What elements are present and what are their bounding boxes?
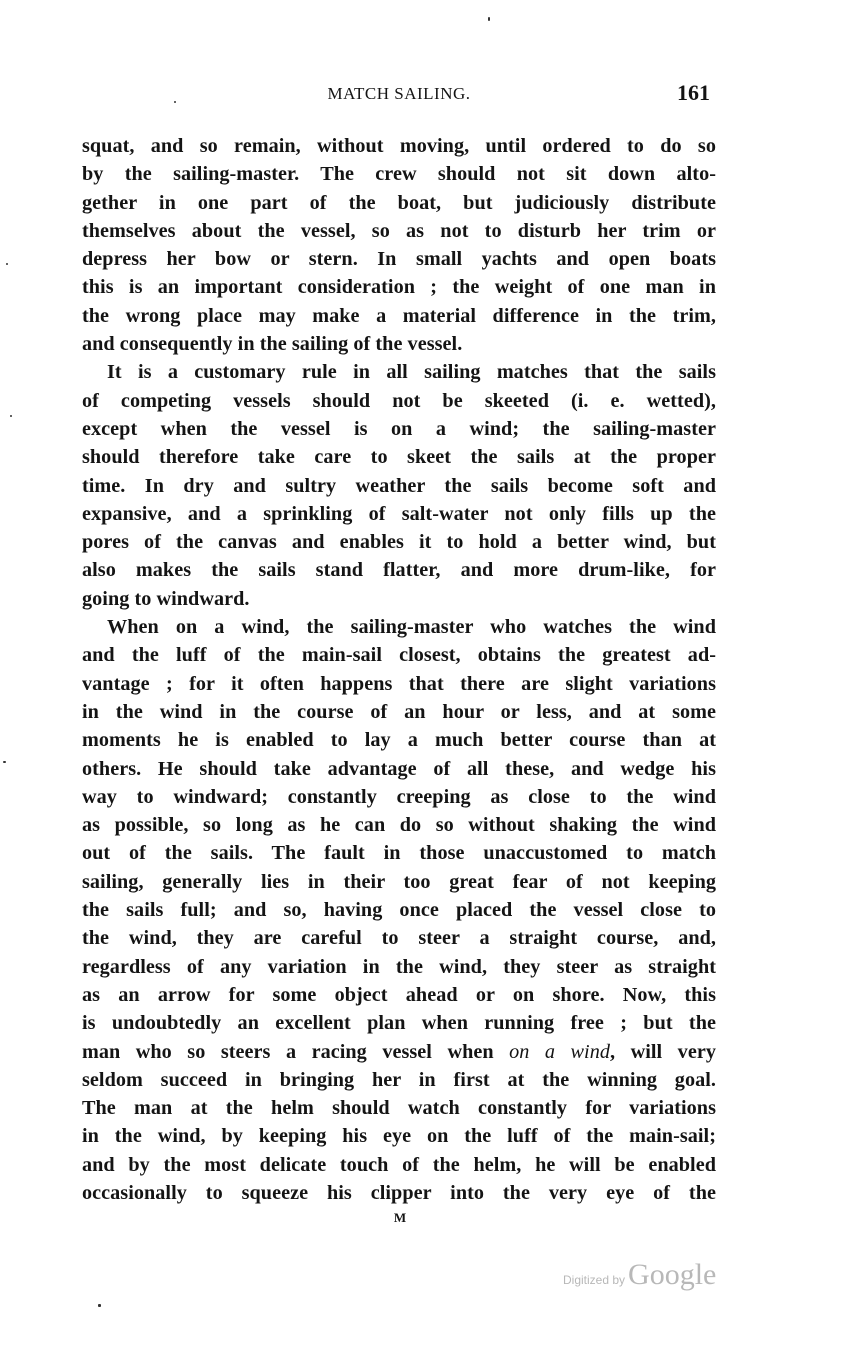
scan-speck	[174, 101, 176, 103]
text-line: the sails full; and so, having once placed the vessel close to	[82, 899, 716, 922]
page-number: 161	[677, 80, 710, 105]
text-line: except when the vessel is on a wind; the sailing-master	[82, 417, 716, 440]
text-line: and by the most delicate touch of the helm, he will be enabled	[82, 1153, 716, 1176]
body-text	[82, 132, 716, 1207]
text-line: this is an important consideration ; the weight of one man in	[82, 276, 716, 299]
text-line: depress her bow or stern. In small yachts and open boats	[82, 248, 716, 271]
text-line: squat, and so remain, without moving, until ordered to do so	[82, 135, 716, 157]
paragraph-start: It is a customary rule in all sailing matches that the sails	[107, 361, 716, 384]
scan-speck	[98, 1304, 101, 1307]
paragraph-start: When on a wind, the sailing-master who watches the wind	[107, 616, 716, 639]
text-line: regardless of any variation in the wind, they steer as straight	[82, 955, 716, 978]
text-line: time. In dry and sultry weather the sails become soft and	[82, 474, 716, 497]
text-line: moments he is enabled to lay a much better course than at	[82, 729, 716, 752]
text-line: as an arrow for some object ahead or on shore. Now, this	[82, 983, 716, 1006]
scan-speck	[3, 761, 6, 763]
text-line: by the sailing-master. The crew should not sit down alto-	[82, 163, 716, 186]
text-line: in the wind, by keeping his eye on the luff of the main-sail;	[82, 1125, 716, 1148]
text-line: others. He should take advantage of all these, and wedge his	[82, 757, 716, 780]
text-line: pores of the canvas and enables it to hold a better wind, but	[82, 531, 716, 554]
text-line-with-italic	[82, 1038, 716, 1066]
text-line: vantage ; for it often happens that there are slight variations	[82, 672, 716, 695]
watermark-prefix: Digitized by	[563, 1273, 626, 1287]
text-line: themselves about the vessel, so as not to disturb her trim or	[82, 219, 716, 242]
text-line: expansive, and a sprinkling of salt-water not only fills up the	[82, 502, 716, 525]
text-line: the wind, they are careful to steer a straight course, and,	[82, 927, 716, 950]
text-line: seldom succeed in bringing her in first at the winning goal.	[82, 1068, 716, 1091]
text-segment: man who so steers a racing vessel when	[82, 1040, 510, 1063]
text-line: way to windward; constantly creeping as close to the wind	[82, 785, 716, 808]
text-line: should therefore take care to skeet the sails at the proper	[82, 446, 716, 469]
text-line: sailing, generally lies in their too great fear of not keeping	[82, 870, 716, 893]
text-line: and consequently in the sailing of the vessel.	[82, 333, 463, 356]
text-line: gether in one part of the boat, but judiciously distribute	[82, 191, 716, 214]
text-line: and the luff of the main-sail closest, obtains the greatest ad-	[82, 644, 716, 667]
text-segment: , will very	[610, 1040, 716, 1063]
google-logo: Google	[628, 1258, 717, 1291]
text-line: The man at the helm should watch constantly for variations	[82, 1097, 716, 1120]
italic-phrase: on a wind	[509, 1040, 610, 1063]
signature-mark: M	[393, 1210, 407, 1225]
text-line: as possible, so long as he can do so without shaking the wind	[82, 814, 716, 837]
text-line: occasionally to squeeze his clipper into the very eye of the	[82, 1181, 716, 1204]
scan-speck	[6, 263, 8, 265]
page-header	[82, 80, 716, 114]
text-line: the wrong place may make a material difference in the trim,	[82, 304, 716, 327]
text-line: going to windward.	[82, 587, 250, 610]
digitized-watermark	[563, 1258, 716, 1292]
scan-speck	[10, 415, 12, 417]
text-line: out of the sails. The fault in those unaccustomed to match	[82, 842, 716, 865]
text-line: is undoubtedly an excellent plan when running free ; but the	[82, 1012, 716, 1035]
text-line: also makes the sails stand flatter, and more drum-like, for	[82, 559, 716, 582]
running-title: MATCH SAILING.	[327, 84, 471, 103]
text-line: in the wind in the course of an hour or less, and at some	[82, 700, 716, 723]
text-line: of competing vessels should not be skeeted (i. e. wetted),	[82, 389, 716, 412]
scan-speck	[488, 17, 490, 21]
